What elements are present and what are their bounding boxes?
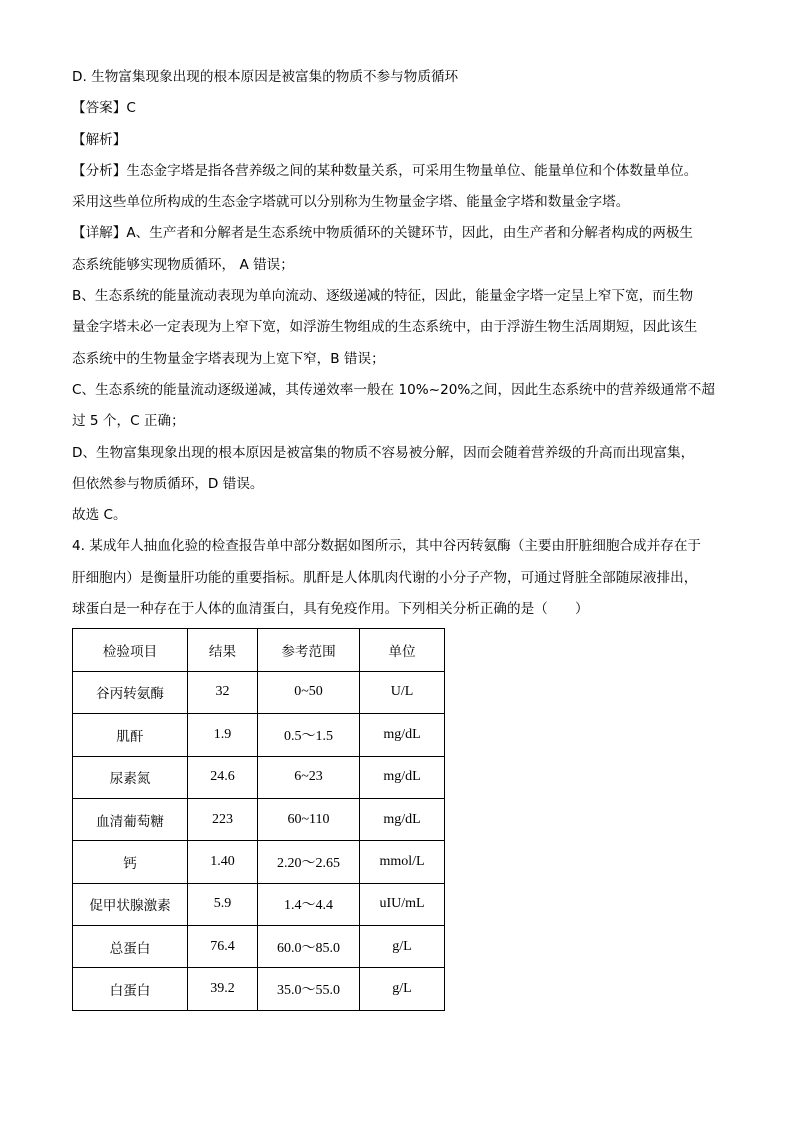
- cell-item: 谷丙转氨酶: [73, 671, 188, 713]
- table-row: [73, 714, 445, 756]
- detail-line-3: B、生态系统的能量流动表现为单向流动、逐级递减的特征，因此，能量金字塔一定呈上窄下宽，而生物: [72, 288, 694, 305]
- cell-range: 1.4～4.4: [258, 883, 360, 925]
- cell-range: 0.5～1.5: [258, 714, 360, 756]
- cell-range: 60.0～85.0: [258, 926, 360, 968]
- cell-result: 32: [188, 671, 258, 713]
- table-row: [73, 671, 445, 713]
- analysis-heading: 【解析】: [72, 131, 127, 148]
- option-d-line: D. 生物富集现象出现的根本原因是被富集的物质不参与物质循环: [72, 69, 459, 85]
- cell-item: 白蛋白: [73, 968, 188, 1010]
- analysis-line-2: 采用这些单位所构成的生态金字塔就可以分别称为生物量金字塔、能量金字塔和数量金字塔。: [72, 194, 630, 211]
- conclusion-line: 故选 C。: [72, 507, 127, 524]
- header-item: 检验项目: [73, 629, 188, 671]
- table-row: [73, 883, 445, 925]
- table-row: [73, 926, 445, 968]
- detail-line-6: C、生态系统的能量流动逐级递减，其传递效率一般在 10%~20%之间，因此生态系统中的营养级通常不超: [72, 381, 715, 398]
- cell-range: 60~110: [258, 798, 360, 840]
- cell-unit: uIU/mL: [360, 883, 445, 925]
- detail-line-4: 量金字塔未必一定表现为上窄下宽，如浮游生物组成的生态系统中，由于浮游生物生活周期短，因此该生: [72, 319, 698, 336]
- detail-line-1: 【详解】A、生产者和分解者是生态系统中物质循环的关键环节，因此，由生产者和分解者构成的两极生: [72, 225, 694, 242]
- header-result: 结果: [188, 629, 258, 671]
- cell-item: 肌酐: [73, 714, 188, 756]
- table-header-row: [73, 629, 445, 671]
- header-range: 参考范围: [258, 629, 360, 671]
- detail-line-7: 过 5 个，C 正确；: [72, 413, 185, 430]
- cell-result: 223: [188, 798, 258, 840]
- question-4-line-3: 球蛋白是一种存在于人体的血清蛋白，具有免疫作用。下列相关分析正确的是（ ）: [72, 601, 589, 618]
- detail-line-8: D、生物富集现象出现的根本原因是被富集的物质不容易被分解，因而会随着营养级的升高而出现富集，: [72, 444, 695, 461]
- cell-item: 尿素氮: [73, 756, 188, 798]
- cell-unit: g/L: [360, 926, 445, 968]
- table-row: [73, 841, 445, 883]
- question-4-line-1: 4. 某成年人抽血化验的检查报告单中部分数据如图所示，其中谷丙转氨酶（主要由肝脏细胞合成并存在于: [72, 538, 702, 555]
- cell-item: 血清葡萄糖: [73, 798, 188, 840]
- cell-item: 钙: [73, 841, 188, 883]
- answer-line: 【答案】C: [72, 100, 136, 117]
- question-4-line-2: 肝细胞内）是衡量肝功能的重要指标。肌酐是人体肌肉代谢的小分子产物，可通过肾脏全部随尿液排出，: [72, 569, 698, 586]
- cell-item: 总蛋白: [73, 926, 188, 968]
- cell-unit: mg/dL: [360, 714, 445, 756]
- detail-line-2: 态系统能够实现物质循环， A 错误；: [72, 256, 294, 273]
- table-row: [73, 756, 445, 798]
- cell-result: 24.6: [188, 756, 258, 798]
- header-unit: 单位: [360, 629, 445, 671]
- cell-result: 76.4: [188, 926, 258, 968]
- cell-result: 1.9: [188, 714, 258, 756]
- cell-range: 0~50: [258, 671, 360, 713]
- cell-unit: mg/dL: [360, 798, 445, 840]
- cell-item: 促甲状腺激素: [73, 883, 188, 925]
- detail-line-9: 但依然参与物质循环，D 错误。: [72, 475, 264, 492]
- cell-unit: mg/dL: [360, 756, 445, 798]
- cell-result: 39.2: [188, 968, 258, 1010]
- cell-unit: g/L: [360, 968, 445, 1010]
- cell-result: 5.9: [188, 883, 258, 925]
- table-row: [73, 798, 445, 840]
- cell-unit: mmol/L: [360, 841, 445, 883]
- cell-result: 1.40: [188, 841, 258, 883]
- detail-line-5: 态系统中的生物量金字塔表现为上宽下窄，B 错误；: [72, 350, 385, 367]
- cell-unit: U/L: [360, 671, 445, 713]
- table-row: [73, 968, 445, 1010]
- analysis-line-1: 【分析】生态金字塔是指各营养级之间的某种数量关系，可采用生物量单位、能量单位和个体数量单位。: [72, 162, 698, 179]
- cell-range: 35.0～55.0: [258, 968, 360, 1010]
- cell-range: 6~23: [258, 756, 360, 798]
- blood-test-table: [72, 628, 445, 1011]
- cell-range: 2.20～2.65: [258, 841, 360, 883]
- document-page: [72, 62, 724, 1011]
